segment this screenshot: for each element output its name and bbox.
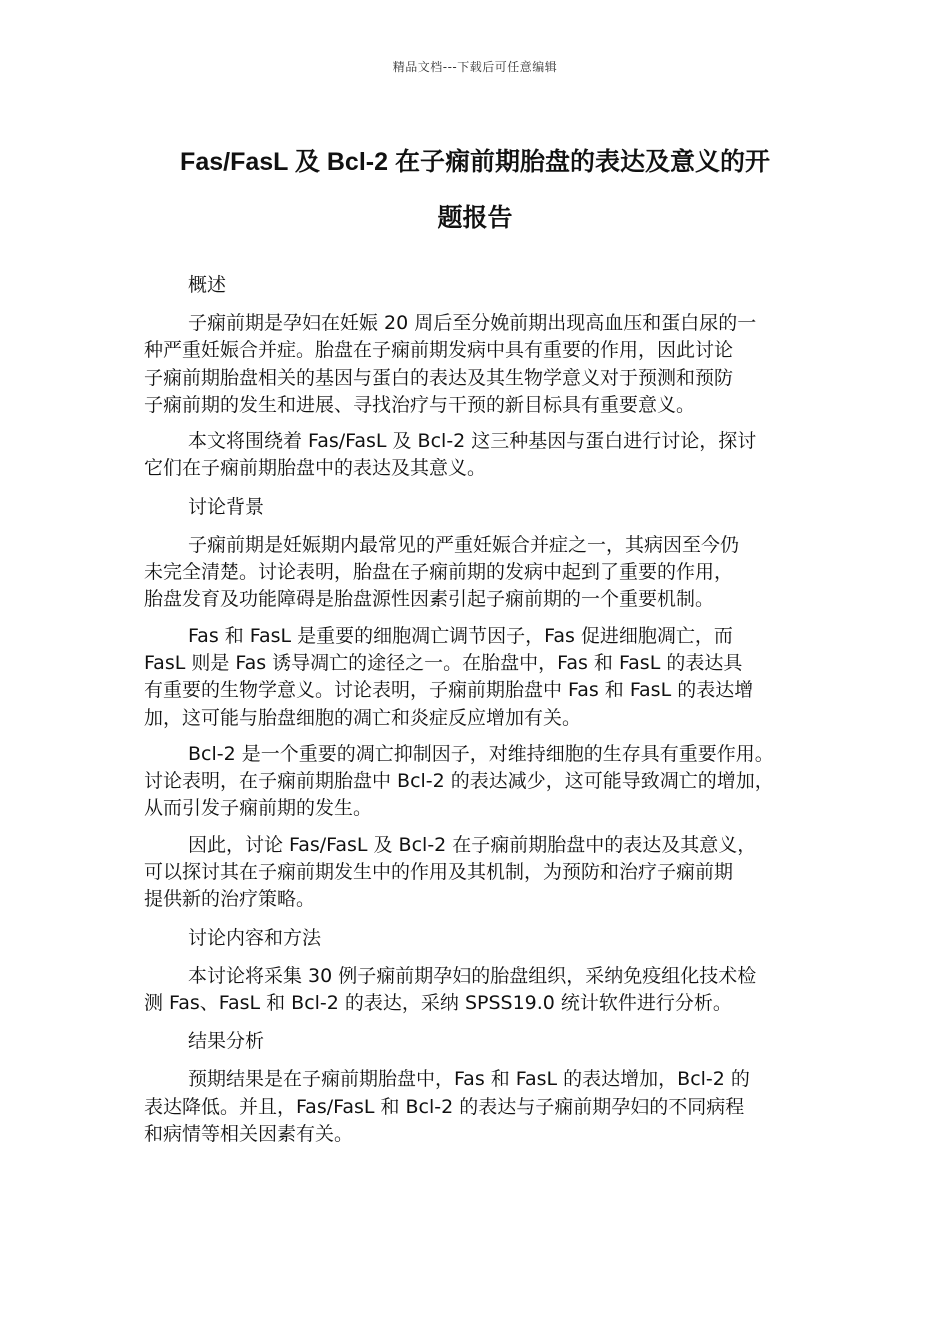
paragraph-background-3 xyxy=(144,741,818,823)
section-heading-results: 结果分析 xyxy=(188,1030,265,1053)
paragraph-line: 从而引发子痫前期的发生。 xyxy=(144,797,373,820)
paragraph-line: 未完全清楚。讨论表明，胎盘在子痫前期的发病中起到了重要的作用， xyxy=(144,561,734,584)
paragraph-overview-1 xyxy=(144,310,818,419)
paragraph-line: 它们在子痫前期胎盘中的表达及其意义。 xyxy=(144,457,487,480)
paragraph-line: 本讨论将采集 30 例子痫前期孕妇的胎盘组织，采纳免疫组化技术检 xyxy=(188,964,757,987)
paragraph-methods-1 xyxy=(144,963,818,1018)
paragraph-line: 表达降低。并且，Fas/FasL 和 Bcl-2 的表达与子痫前期孕妇的不同病程 xyxy=(144,1095,745,1118)
paragraph-line: 和病情等相关因素有关。 xyxy=(144,1122,354,1145)
section-heading-methods: 讨论内容和方法 xyxy=(188,926,322,949)
paragraph-line: 加，这可能与胎盘细胞的凋亡和炎症反应增加有关。 xyxy=(144,706,582,729)
paragraph-line: 预期结果是在子痫前期胎盘中，Fas 和 FasL 的表达增加，Bcl-2 的 xyxy=(188,1068,750,1091)
header-note: 精品文档---下载后可任意编辑 xyxy=(392,60,558,74)
paragraph-line: Fas 和 FasL 是重要的细胞凋亡调节因子，Fas 促进细胞凋亡，而 xyxy=(188,624,733,647)
title-line-2: 题报告 xyxy=(437,204,513,232)
paragraph-line: 胎盘发育及功能障碍是胎盘源性因素引起子痫前期的一个重要机制。 xyxy=(144,588,715,611)
paragraph-background-2 xyxy=(144,623,818,732)
paragraph-line: 测 Fas、FasL 和 Bcl-2 的表达，采纳 SPSS19.0 统计软件进行分析。 xyxy=(144,991,732,1014)
paragraph-line: 本文将围绕着 Fas/FasL 及 Bcl-2 这三种基因与蛋白进行讨论，探讨 xyxy=(188,430,757,453)
paragraph-results-1 xyxy=(144,1066,818,1148)
paragraph-line: 有重要的生物学意义。讨论表明，子痫前期胎盘中 Fas 和 FasL 的表达增 xyxy=(144,679,754,702)
paragraph-line: FasL 则是 Fas 诱导凋亡的途径之一。在胎盘中，Fas 和 FasL 的表达具 xyxy=(144,651,743,674)
paragraph-overview-2 xyxy=(144,428,818,483)
paragraph-background-4 xyxy=(144,832,818,914)
paragraph-line: Bcl-2 是一个重要的凋亡抑制因子，对维持细胞的生存具有重要作用。 xyxy=(188,742,774,765)
title-line-1: Fas/FasL 及 Bcl-2 在子痫前期胎盘的表达及意义的开 xyxy=(180,148,770,176)
section-heading-overview: 概述 xyxy=(188,274,227,296)
paragraph-line: 子痫前期是孕妇在妊娠 20 周后至分娩前期出现高血压和蛋白尿的一 xyxy=(188,312,757,334)
paragraph-line: 子痫前期的发生和进展、寻找治疗与干预的新目标具有重要意义。 xyxy=(144,393,696,416)
paragraph-line: 可以探讨其在子痫前期发生中的作用及其机制，为预防和治疗子痫前期 xyxy=(144,861,734,884)
paragraph-line: 种严重妊娠合并症。胎盘在子痫前期发病中具有重要的作用，因此讨论 xyxy=(144,339,734,362)
section-heading-background: 讨论背景 xyxy=(188,495,265,518)
paragraph-line: 子痫前期是妊娠期内最常见的严重妊娠合并症之一，其病因至今仍 xyxy=(188,533,740,556)
paragraph-line: 因此，讨论 Fas/FasL 及 Bcl-2 在子痫前期胎盘中的表达及其意义， xyxy=(188,833,757,856)
paragraph-line: 子痫前期胎盘相关的基因与蛋白的表达及其生物学意义对于预测和预防 xyxy=(144,366,734,389)
paragraph-background-1 xyxy=(144,532,818,614)
paragraph-line: 提供新的治疗策略。 xyxy=(144,888,316,911)
paragraph-line: 讨论表明，在子痫前期胎盘中 Bcl-2 的表达减少，这可能导致凋亡的增加， xyxy=(144,770,774,793)
document-body xyxy=(144,270,818,1157)
document-title xyxy=(130,134,820,246)
